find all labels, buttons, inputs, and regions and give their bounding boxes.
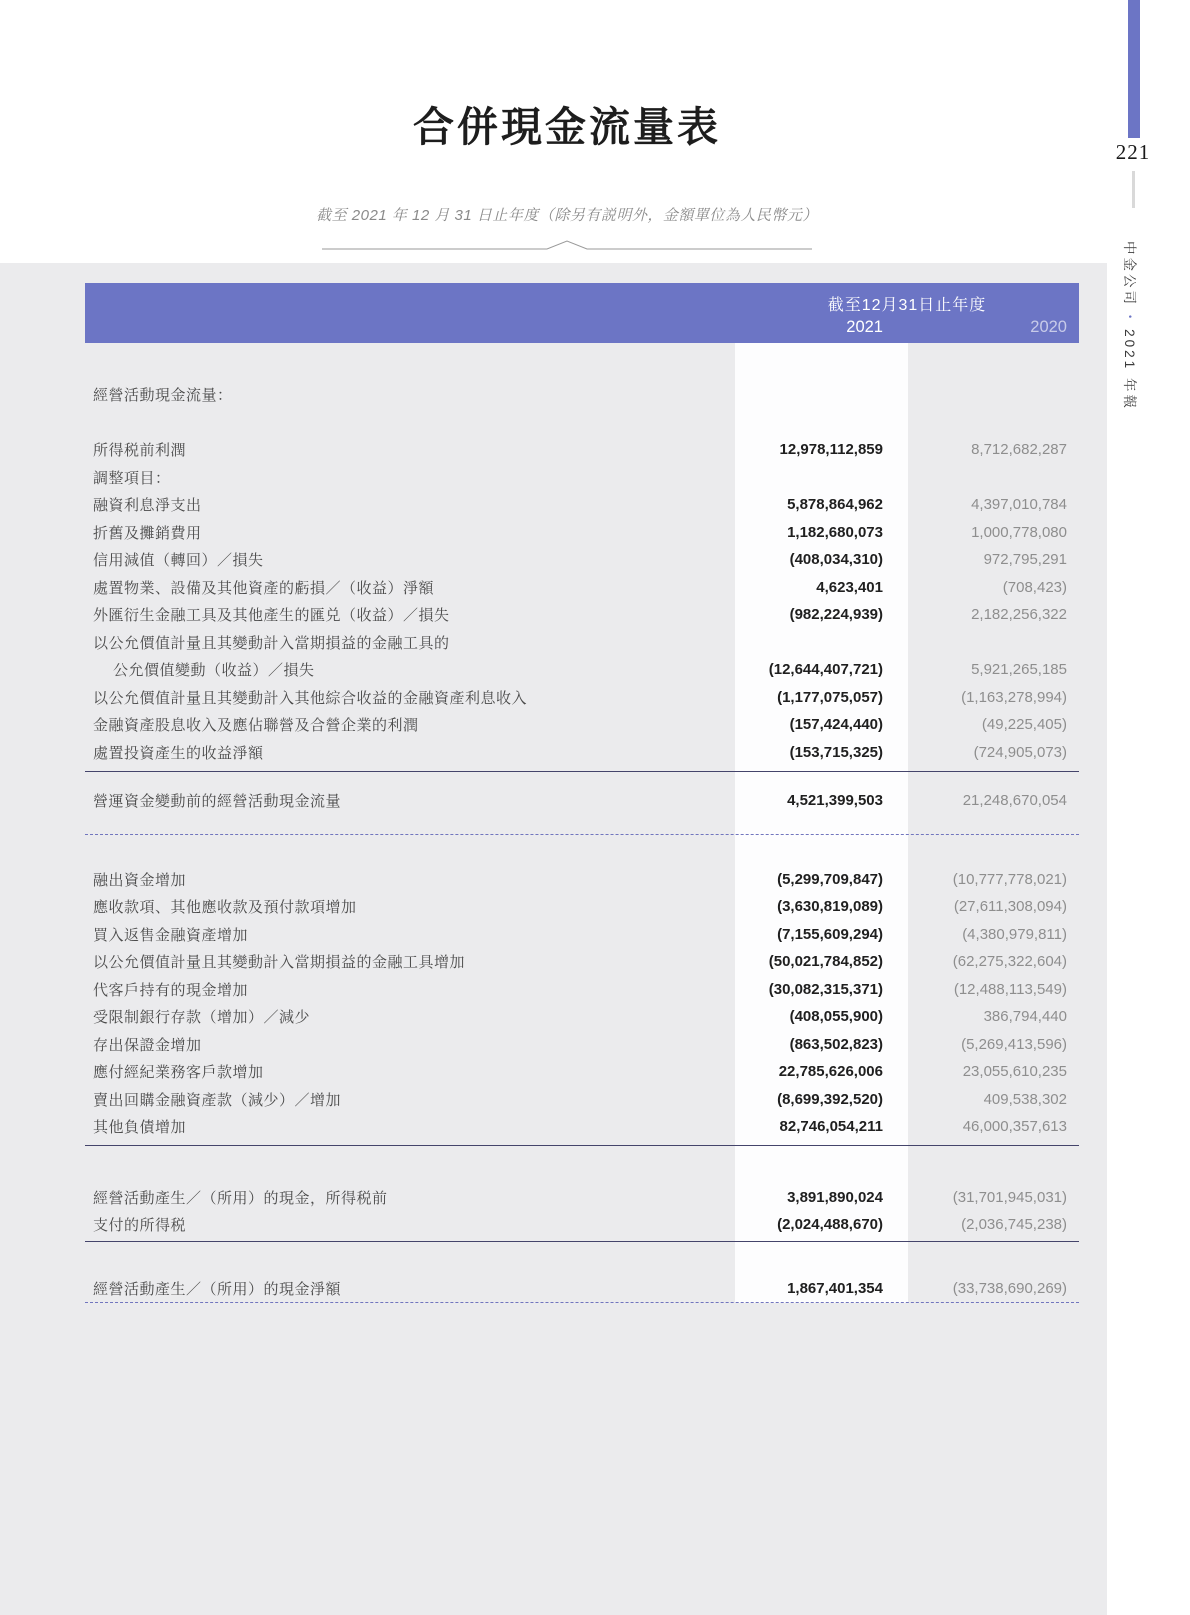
spine-report-year: 2021 年報 [1122, 329, 1137, 411]
value-2021: 1,867,401,354 [787, 1279, 883, 1297]
value-2021: 4,521,399,503 [787, 792, 883, 810]
table-row [85, 436, 1079, 464]
row-label: 應收款項、其他應收款及預付款項增加 [93, 899, 357, 917]
value-2020: (1,163,278,994) [961, 688, 1067, 706]
value-2020: (5,269,413,596) [961, 1035, 1067, 1053]
value-2020: 972,795,291 [983, 551, 1067, 569]
row-label: 以公允價值計量且其變動計入當期損益的金融工具的 [93, 634, 450, 652]
value-2021: (863,502,823) [789, 1035, 883, 1053]
row-label: 調整項目： [93, 469, 171, 487]
page-title: 合併現金流量表 [413, 104, 721, 150]
table-spacer [85, 815, 1079, 834]
row-label: 融出資金增加 [93, 871, 187, 889]
row-label: 所得税前利潤 [93, 442, 187, 460]
value-2020: 8,712,682,287 [971, 441, 1067, 459]
value-2020: (27,611,308,094) [953, 898, 1067, 916]
value-2021: (7,155,609,294) [777, 925, 883, 943]
table-row [85, 519, 1079, 547]
table-row [85, 1003, 1079, 1031]
table-header-year-2021: 2021 [846, 318, 883, 336]
page-number-tick [1132, 171, 1135, 208]
table-row [85, 574, 1079, 602]
value-2021: 3,891,890,024 [787, 1188, 883, 1206]
row-label: 信用減值（轉回）／損失 [93, 552, 264, 570]
page-number: 221 [1115, 140, 1151, 164]
value-2021: 22,785,626,006 [778, 1063, 883, 1081]
value-2021: (50,021,784,852) [768, 953, 883, 971]
table-row [85, 711, 1079, 739]
row-label: 融資利息淨支出 [93, 497, 202, 515]
table-spacer [85, 1146, 1079, 1184]
value-2021: (5,299,709,847) [777, 870, 883, 888]
table-row [85, 1058, 1079, 1086]
separator-dashed [85, 1302, 1079, 1303]
value-2020: 386,794,440 [983, 1008, 1067, 1026]
table-row [85, 629, 1079, 657]
row-label: 賣出回購金融資產款（減少）／增加 [93, 1091, 342, 1109]
table-row [85, 948, 1079, 976]
value-2021: 82,746,054,211 [779, 1118, 883, 1136]
value-2020: 1,000,778,080 [971, 523, 1067, 541]
value-2020: 46,000,357,613 [962, 1118, 1067, 1136]
spine-text [1121, 241, 1141, 411]
table-header-year-2020: 2020 [1030, 318, 1067, 336]
row-label: 金融資產股息收入及應佔聯營及合營企業的利潤 [93, 717, 419, 735]
value-2020: 23,055,610,235 [962, 1063, 1067, 1081]
subtitle-divider-chevron [322, 238, 812, 250]
value-2020: (49,225,405) [981, 716, 1067, 734]
value-2021: (153,715,325) [789, 743, 883, 761]
row-label: 經營活動產生／（所用）的現金，所得税前 [93, 1189, 388, 1207]
value-2020: (10,777,778,021) [952, 870, 1067, 888]
table-row [85, 1031, 1079, 1059]
cash-flow-table [85, 283, 1079, 1303]
row-label: 支付的所得税 [93, 1217, 187, 1235]
value-2021: (8,699,392,520) [777, 1090, 883, 1108]
spine-accent-bar [1128, 0, 1140, 138]
table-row [85, 1184, 1079, 1212]
row-label: 處置投資產生的收益淨額 [93, 744, 264, 762]
value-2021: 4,623,401 [816, 578, 883, 596]
table-spacer [85, 1242, 1079, 1275]
table-header-years [85, 318, 1079, 337]
value-2020: (33,738,690,269) [952, 1279, 1067, 1297]
value-2021: (157,424,440) [789, 716, 883, 734]
row-label: 公允價值變動（收益）／損失 [113, 662, 315, 680]
table-row [85, 787, 1079, 815]
table-body [85, 343, 1079, 1303]
table-row [85, 739, 1079, 767]
row-label: 以公允價值計量且其變動計入當期損益的金融工具增加 [93, 954, 466, 972]
value-2021: (30,082,315,371) [768, 980, 883, 998]
value-2020: (31,701,945,031) [952, 1188, 1067, 1206]
table-row [85, 921, 1079, 949]
table-row [85, 546, 1079, 574]
value-2021: (408,034,310) [789, 551, 883, 569]
table-row [85, 976, 1079, 1004]
table-row [85, 1211, 1079, 1239]
table-spacer [85, 835, 1079, 866]
value-2020: 21,248,670,054 [962, 792, 1067, 810]
table-row [85, 464, 1079, 492]
value-2021: (3,630,819,089) [777, 898, 883, 916]
value-2020: (2,036,745,238) [961, 1216, 1067, 1234]
value-2020: (12,488,113,549) [953, 980, 1067, 998]
row-label: 應付經紀業務客戶款增加 [93, 1064, 264, 1082]
row-label: 處置物業、設備及其他資產的虧損／（收益）淨額 [93, 579, 435, 597]
row-label: 買入返售金融資產增加 [93, 926, 249, 944]
value-2020: (708,423) [1002, 578, 1067, 596]
value-2020: 5,921,265,185 [971, 661, 1067, 679]
table-row [85, 601, 1079, 629]
value-2020: 409,538,302 [983, 1090, 1067, 1108]
row-label: 外匯衍生金融工具及其他產生的匯兑（收益）／損失 [93, 607, 450, 625]
table-row [85, 656, 1079, 684]
table-row [85, 381, 1079, 409]
table-row [85, 1275, 1079, 1303]
page-subtitle: 截至 2021 年 12 月 31 日止年度（除另有説明外，金額單位為人民幣元） [316, 207, 818, 224]
value-2020: (62,275,322,604) [952, 953, 1067, 971]
table-row-blank [85, 409, 1079, 437]
spine-company: 中金公司 [1122, 241, 1137, 307]
value-2020: (724,905,073) [973, 743, 1067, 761]
row-label: 其他負債增加 [93, 1119, 187, 1137]
value-2021: (1,177,075,057) [777, 688, 883, 706]
table-row [85, 491, 1079, 519]
row-label: 經營活動現金流量： [93, 387, 233, 405]
value-2021: 5,878,864,962 [787, 496, 883, 514]
table-spacer [85, 772, 1079, 787]
spine-bullet-icon: • [1125, 315, 1135, 322]
value-2021: 1,182,680,073 [787, 523, 883, 541]
row-label: 代客戶持有的現金增加 [93, 981, 249, 999]
value-2021: (982,224,939) [789, 606, 883, 624]
row-label: 以公允價值計量且其變動計入其他綜合收益的金融資產利息收入 [93, 689, 528, 707]
row-label: 折舊及攤銷費用 [93, 524, 202, 542]
row-label: 受限制銀行存款（增加）／減少 [93, 1009, 311, 1027]
row-label: 經營活動產生／（所用）的現金淨額 [93, 1280, 342, 1298]
value-2020: 2,182,256,322 [971, 606, 1067, 624]
value-2020: (4,380,979,811) [962, 925, 1067, 943]
value-2021: (408,055,900) [789, 1008, 883, 1026]
value-2020: 4,397,010,784 [971, 496, 1067, 514]
table-row [85, 684, 1079, 712]
table-row [85, 1086, 1079, 1114]
value-2021: (12,644,407,721) [768, 661, 883, 679]
table-header-period: 截至12月31日止年度 [827, 297, 987, 314]
table-row [85, 893, 1079, 921]
table-row [85, 1113, 1079, 1141]
table-row [85, 866, 1079, 894]
value-2021: (2,024,488,670) [777, 1216, 883, 1234]
row-label: 營運資金變動前的經營活動現金流量 [93, 793, 342, 811]
row-label: 存出保證金增加 [93, 1036, 202, 1054]
value-2021: 12,978,112,859 [779, 441, 883, 459]
table-header [85, 283, 1079, 343]
